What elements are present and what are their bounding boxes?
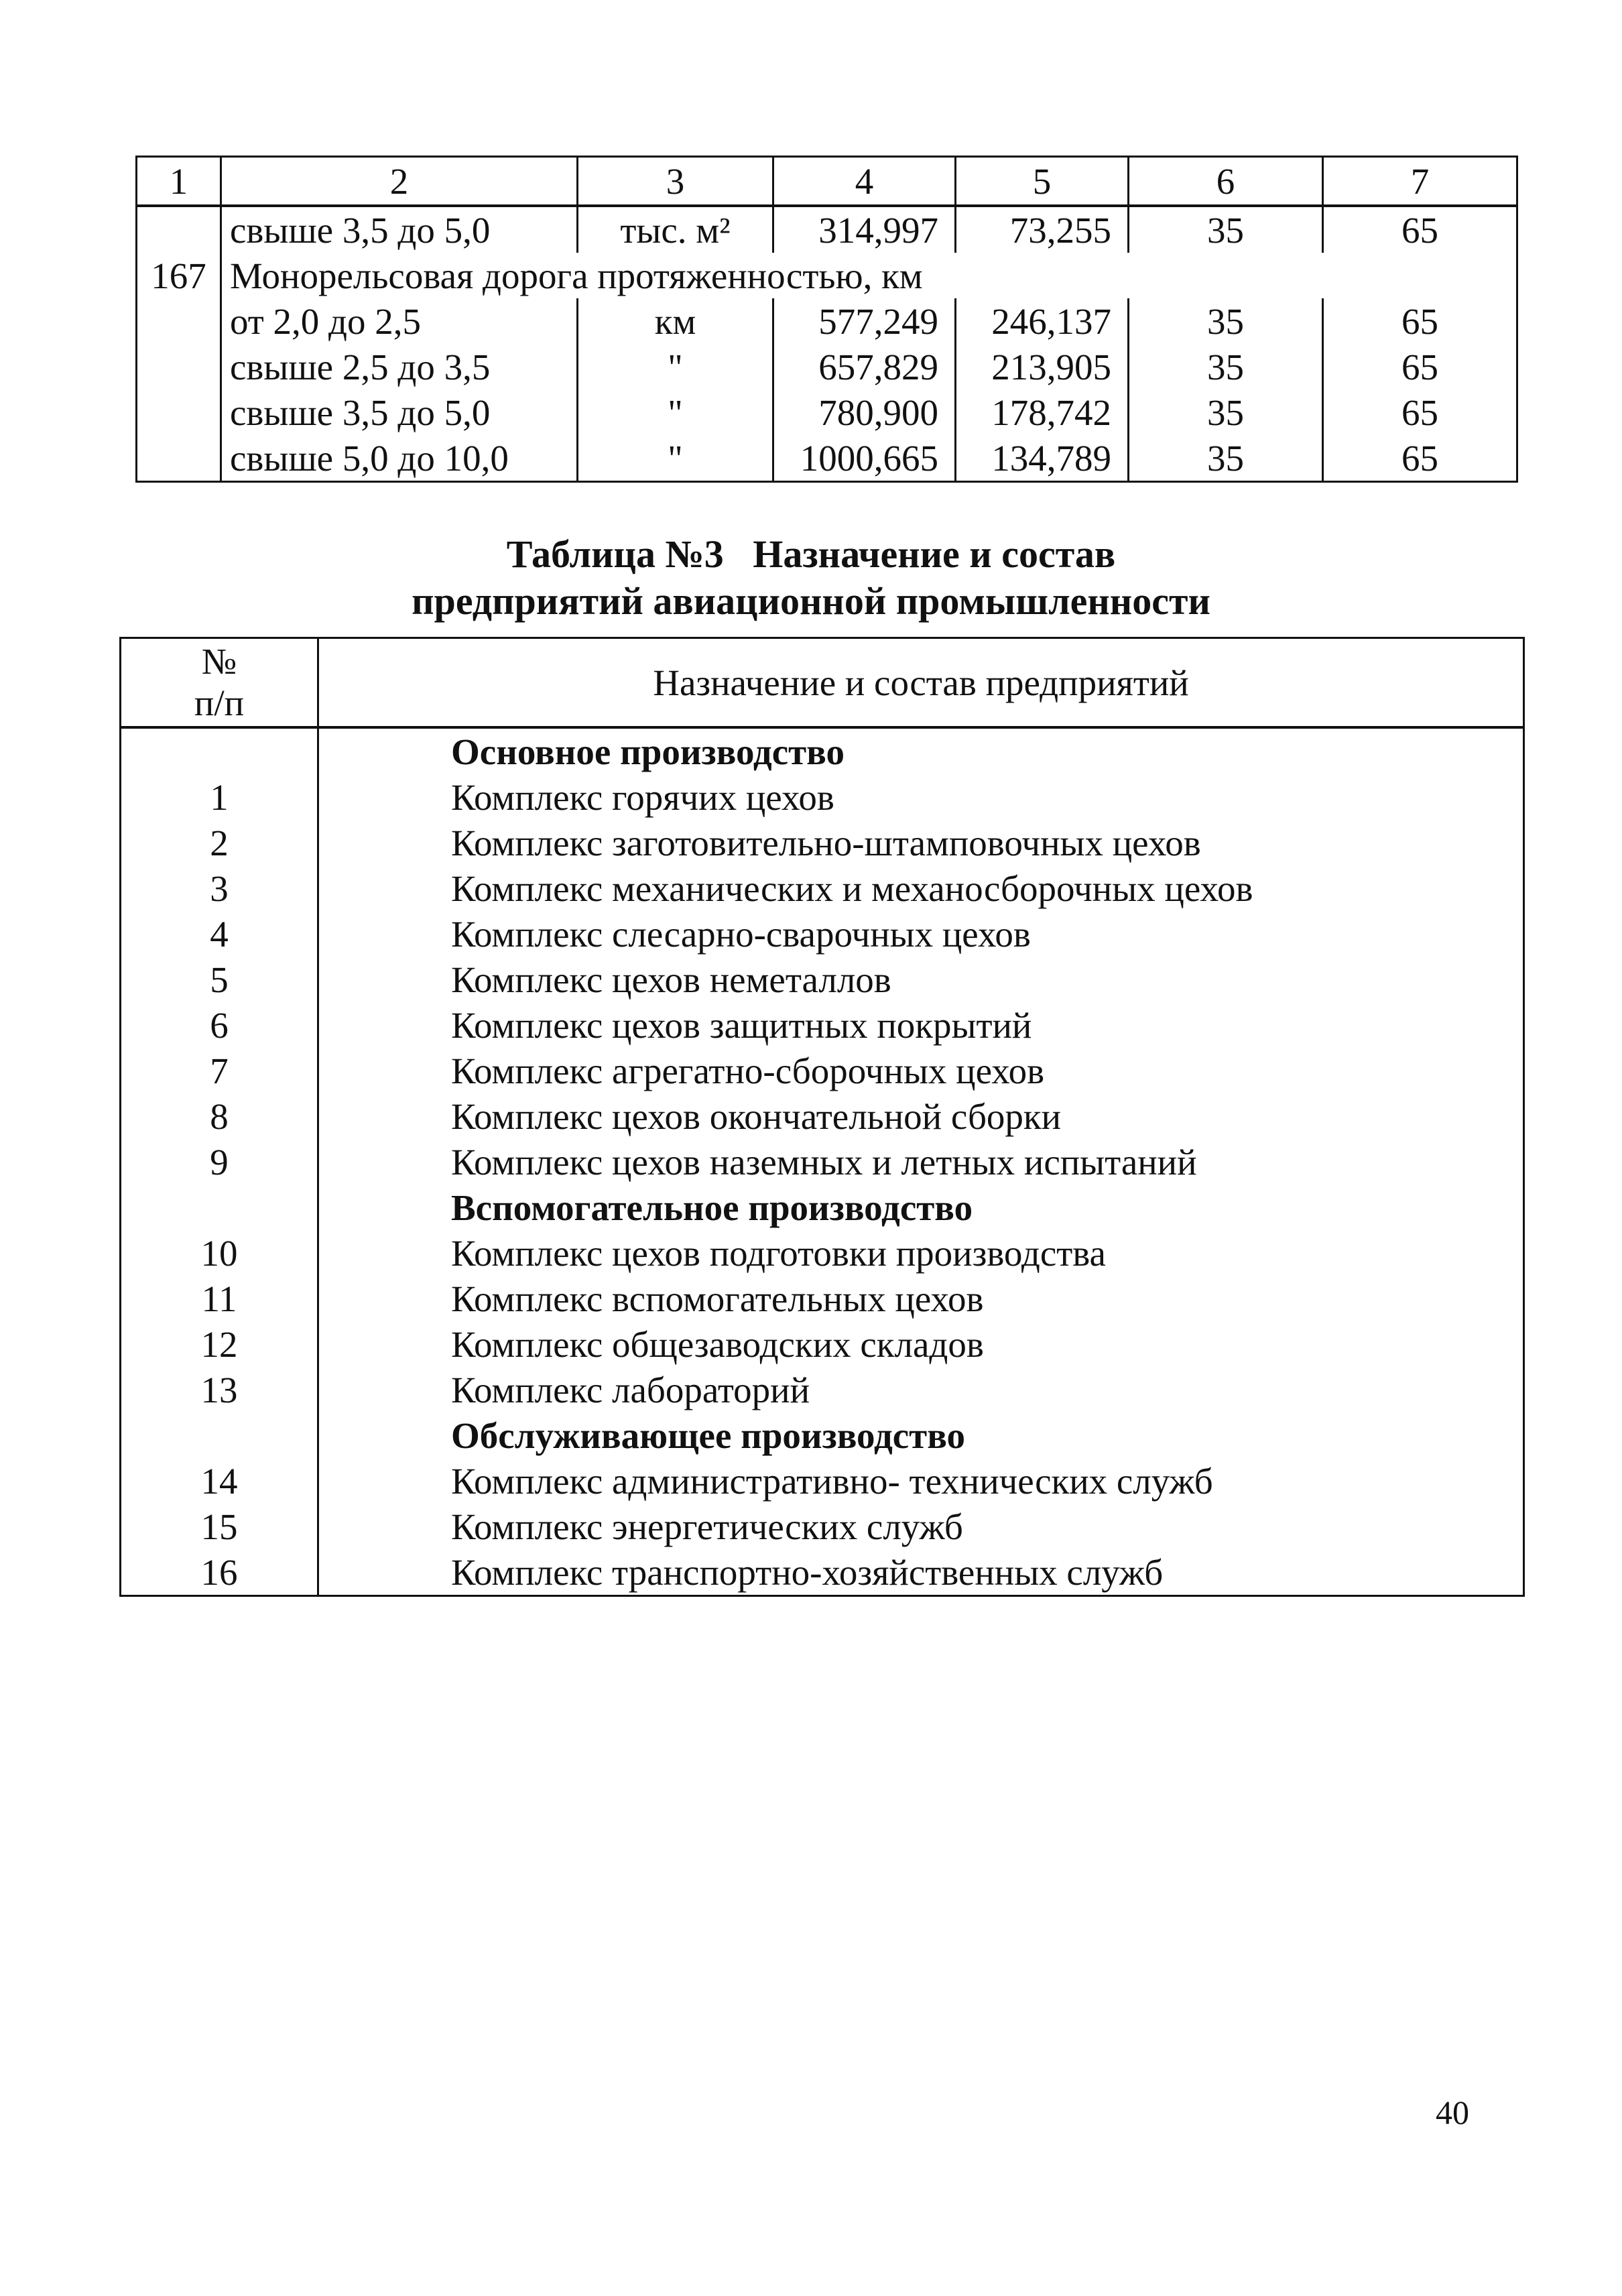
enterprise-composition-table [119,637,1525,1597]
table-caption-line-2: предприятий авиационной промышленности [412,579,1210,623]
row-value-4: 577,249 [773,298,956,344]
row-number: 15 [121,1504,318,1549]
row-number: 8 [121,1093,318,1139]
table-caption-line-1: Таблица №3 Назначение и состав [506,532,1116,576]
row-value-7: 65 [1323,435,1517,482]
row-name: свыше 3,5 до 5,0 [221,389,578,435]
number-sign-label: № [201,641,237,682]
table-row [121,911,1524,957]
row-value-7: 65 [1323,344,1517,389]
row-number: 9 [121,1139,318,1185]
section-heading: Обслуживающее производство [318,1412,1524,1458]
row-description: Комплекс горячих цехов [318,774,1524,820]
row-number: 12 [121,1321,318,1367]
section-heading-row [121,727,1524,774]
row-unit: " [578,389,773,435]
row-description: Комплекс административно- технических служб [318,1458,1524,1504]
row-name: свыше 3,5 до 5,0 [221,206,578,253]
row-number: 4 [121,911,318,957]
row-value-5: 178,742 [956,389,1129,435]
row-value-5: 213,905 [956,344,1129,389]
table-row [137,344,1517,389]
row-value-7: 65 [1323,206,1517,253]
row-name: от 2,0 до 2,5 [221,298,578,344]
page-number: 40 [1436,2094,1469,2131]
row-value-6: 35 [1129,206,1323,253]
row-value-4: 780,900 [773,389,956,435]
rates-table-continuation [135,156,1518,483]
row-number: 10 [121,1230,318,1276]
row-number: 3 [121,865,318,911]
row-group-title: Монорельсовая дорога протяженностью, км [221,253,1517,298]
row-value-4: 1000,665 [773,435,956,482]
table-row [121,865,1524,911]
row-name: свыше 5,0 до 10,0 [221,435,578,482]
row-value-4: 314,997 [773,206,956,253]
table-body [121,727,1524,1596]
row-name: свыше 2,5 до 3,5 [221,344,578,389]
row-value-5: 73,255 [956,206,1129,253]
row-value-6: 35 [1129,298,1323,344]
row-number: 11 [121,1276,318,1321]
row-unit: " [578,435,773,482]
row-unit: тыс. м² [578,206,773,253]
column-header: 6 [1129,157,1323,206]
column-header: 5 [956,157,1129,206]
table-row [121,1276,1524,1321]
row-description: Комплекс цехов наземных и летных испытаний [318,1139,1524,1185]
column-header: 7 [1323,157,1517,206]
column-header: 3 [578,157,773,206]
table-row [121,1549,1524,1596]
table-row [121,957,1524,1002]
row-number: 14 [121,1458,318,1504]
row-number [121,1185,318,1230]
ordinal-label: п/п [194,682,245,723]
row-unit: км [578,298,773,344]
table-row [121,1093,1524,1139]
row-number [137,206,221,253]
row-description: Комплекс агрегатно-сборочных цехов [318,1048,1524,1093]
table-row [121,1139,1524,1185]
table-row [121,1230,1524,1276]
column-header: 1 [137,157,221,206]
column-number-row [137,157,1517,206]
section-heading-row [121,1185,1524,1230]
row-description: Комплекс заготовительно-штамповочных цехов [318,820,1524,865]
number-column-header [121,638,318,728]
row-description: Комплекс общезаводских складов [318,1321,1524,1367]
row-description: Комплекс лабораторий [318,1367,1524,1412]
table-row [137,298,1517,344]
row-description: Комплекс цехов окончательной сборки [318,1093,1524,1139]
row-value-6: 35 [1129,344,1323,389]
row-number: 7 [121,1048,318,1093]
row-description: Комплекс транспортно-хозяйственных служб [318,1549,1524,1596]
row-number [121,727,318,774]
row-description: Комплекс энергетических служб [318,1504,1524,1549]
table-row [121,1367,1524,1412]
row-unit: " [578,344,773,389]
row-number [137,298,221,344]
row-description: Комплекс цехов защитных покрытий [318,1002,1524,1048]
row-description: Комплекс слесарно-сварочных цехов [318,911,1524,957]
row-value-7: 65 [1323,389,1517,435]
table-row [121,774,1524,820]
row-description: Комплекс механических и механосборочных цехов [318,865,1524,911]
table-row [137,435,1517,482]
row-value-6: 35 [1129,389,1323,435]
column-header: 2 [221,157,578,206]
row-number [121,1412,318,1458]
row-value-5: 134,789 [956,435,1129,482]
table-row [121,1458,1524,1504]
row-number: 5 [121,957,318,1002]
row-number [137,435,221,482]
row-number [137,344,221,389]
table-row [121,1321,1524,1367]
table-row [121,1002,1524,1048]
table-row [121,820,1524,865]
row-value-4: 657,829 [773,344,956,389]
row-description: Комплекс вспомогательных цехов [318,1276,1524,1321]
row-value-7: 65 [1323,298,1517,344]
row-description: Комплекс цехов неметаллов [318,957,1524,1002]
row-number: 16 [121,1549,318,1596]
section-heading: Вспомогательное производство [318,1185,1524,1230]
row-value-6: 35 [1129,435,1323,482]
row-number [137,389,221,435]
row-number: 167 [137,253,221,298]
table-row [121,1048,1524,1093]
section-heading: Основное производство [318,727,1524,774]
row-value-5: 246,137 [956,298,1129,344]
table-row [137,206,1517,253]
row-number: 2 [121,820,318,865]
table-header-row [121,638,1524,728]
description-column-header: Назначение и состав предприятий [318,638,1524,728]
row-number: 13 [121,1367,318,1412]
row-description: Комплекс цехов подготовки производства [318,1230,1524,1276]
row-number: 1 [121,774,318,820]
section-heading-row [121,1412,1524,1458]
table-row [121,1504,1524,1549]
table-row [137,389,1517,435]
table-row-group-title [137,253,1517,298]
column-header: 4 [773,157,956,206]
row-number: 6 [121,1002,318,1048]
